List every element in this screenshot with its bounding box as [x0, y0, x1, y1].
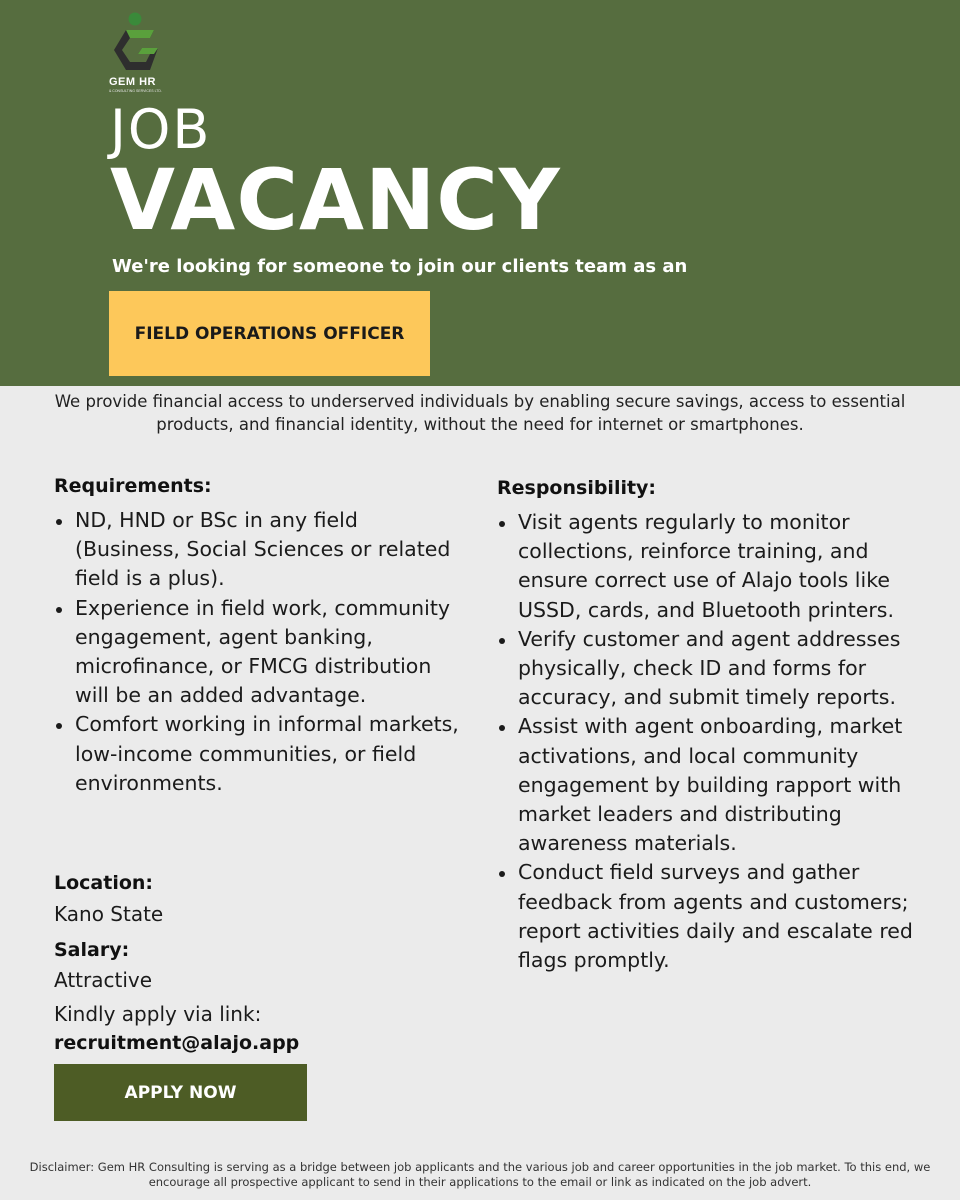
list-item: Comfort working in informal markets, low-income communities, or field environments.	[54, 710, 464, 798]
role-badge	[109, 291, 430, 376]
list-item: Verify customer and agent addresses physically, check ID and forms for accuracy, and submit timely reports.	[497, 625, 937, 713]
salary-value: Attractive	[54, 968, 153, 992]
logo-wordmark: GEM HR	[109, 76, 156, 88]
list-item: ND, HND or BSc in any field (Business, Social Sciences or related field is a plus).	[54, 506, 464, 594]
tagline: We're looking for someone to join our clients team as an	[112, 256, 688, 277]
role-title: FIELD OPERATIONS OFFICER	[134, 323, 405, 344]
company-intro: We provide financial access to underserved individuals by enabling secure savings, access to essential products, and financial identity, without the need for internet or smartphones.	[54, 392, 906, 434]
title-vacancy: VACANCY	[110, 151, 561, 249]
header-banner	[0, 0, 960, 386]
title-job: JOB	[110, 98, 212, 161]
requirements-list	[54, 506, 464, 798]
list-item: Visit agents regularly to monitor collections, reinforce training, and ensure correct use of Alajo tools like USSD, cards, and Bluetooth printers.	[497, 508, 937, 625]
logo-subtext: & CONSULTING SERVICES LTD.	[109, 89, 162, 93]
location-label: Location:	[54, 872, 154, 894]
list-item: Conduct field surveys and gather feedback from agents and customers; report activities daily and escalate red flags promptly.	[497, 858, 937, 975]
apply-email-link[interactable]: recruitment@alajo.app	[54, 1032, 300, 1054]
requirements-section	[54, 474, 464, 798]
salary-label: Salary:	[54, 939, 130, 961]
list-item: Assist with agent onboarding, market activations, and local community engagement by building rapport with market leaders and distributing awareness materials.	[497, 712, 937, 858]
responsibility-section	[497, 476, 937, 975]
responsibility-list	[497, 508, 937, 975]
list-item: Experience in field work, community engagement, agent banking, microfinance, or FMCG distribution will be an added advantage.	[54, 594, 464, 711]
apply-now-button[interactable]: APPLY NOW	[54, 1064, 307, 1121]
requirements-heading: Requirements:	[54, 475, 212, 497]
responsibility-heading: Responsibility:	[497, 477, 657, 499]
disclaimer: Disclaimer: Gem HR Consulting is serving as a bridge between job applicants and the various job and career opportunities in the job market. To this end, we encourage all prospective applicant to send in their applications to the email or link as indicated on the job advert.	[29, 1160, 931, 1189]
apply-instruction: Kindly apply via link:	[54, 1002, 262, 1026]
location-value: Kano State	[54, 902, 164, 926]
